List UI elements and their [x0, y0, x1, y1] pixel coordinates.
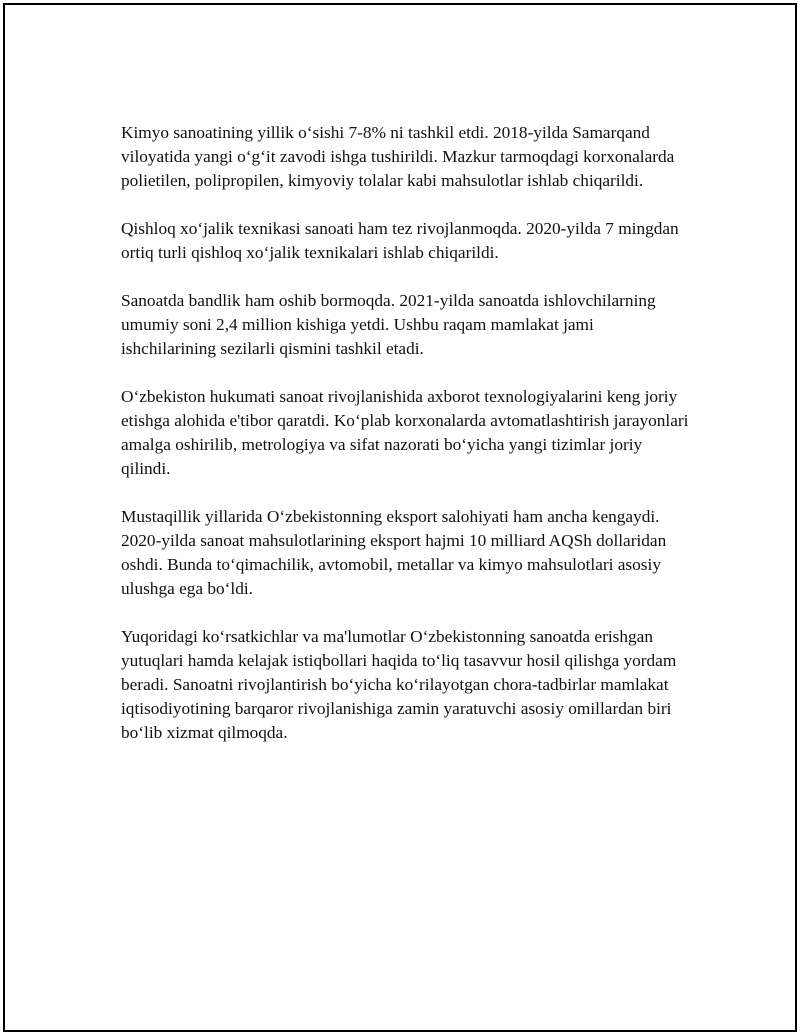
paragraph-chemical-industry: Kimyo sanoatining yillik o‘sishi 7-8% ni tashkil etdi. 2018-yilda Samarqand viloyatida yangi o‘g‘it zavodi ishga tushirildi. Mazkur tarmoqdagi korxonalarda polietilen, polipropilen, kimyoviy tolalar kabi mahsulotlar ishlab chiqarildi. [121, 123, 675, 190]
paragraph-conclusion: Yuqoridagi ko‘rsatkichlar va ma'lumotlar O‘zbekistonning sanoatda erishgan yutuqlari hamda kelajak istiqbollari haqida to‘liq tasavvur hosil qilishga yordam beradi. Sanoatni rivojlantirish bo‘yicha ko‘rilayotgan chora-tadbirlar mamlakat iqtisodiyotining barqaror rivojlanishiga zamin yaratuvchi asosiy omillardan biri bo‘lib xizmat qilmoqda. [121, 627, 677, 742]
paragraph-agricultural-machinery: Qishloq xo‘jalik texnikasi sanoati ham tez rivojlanmoqda. 2020-yilda 7 mingdan ortiq turli qishloq xo‘jalik texnikalari ishlab chiqarildi. [121, 219, 679, 262]
paragraph-information-technology: O‘zbekiston hukumati sanoat rivojlanishida axborot texnologiyalarini keng joriy etishga alohida e'tibor qaratdi. Ko‘plab korxonalarda avtomatlashtirish jarayonlari amalga oshirilib, metrologiya va sifat nazorati bo‘yicha yangi tizimlar joriy qilindi. [121, 387, 689, 478]
paragraph-export-potential: Mustaqillik yillarida O‘zbekistonning eksport salohiyati ham ancha kengaydi. 2020-yilda sanoat mahsulotlarining eksport hajmi 10 milliard AQSh dollaridan oshdi. Bunda to‘qimachilik, avtomobil, metallar va kimyo mahsulotlari asosiy ulushga ega bo‘ldi. [121, 507, 667, 598]
document-body [121, 121, 693, 769]
page-frame [3, 3, 797, 1032]
paragraph-employment: Sanoatda bandlik ham oshib bormoqda. 2021-yilda sanoatda ishlovchilarning umumiy soni 2,4 million kishiga yetdi. Ushbu raqam mamlakat jami ishchilarining sezilarli qismini tashkil etadi. [121, 291, 656, 358]
